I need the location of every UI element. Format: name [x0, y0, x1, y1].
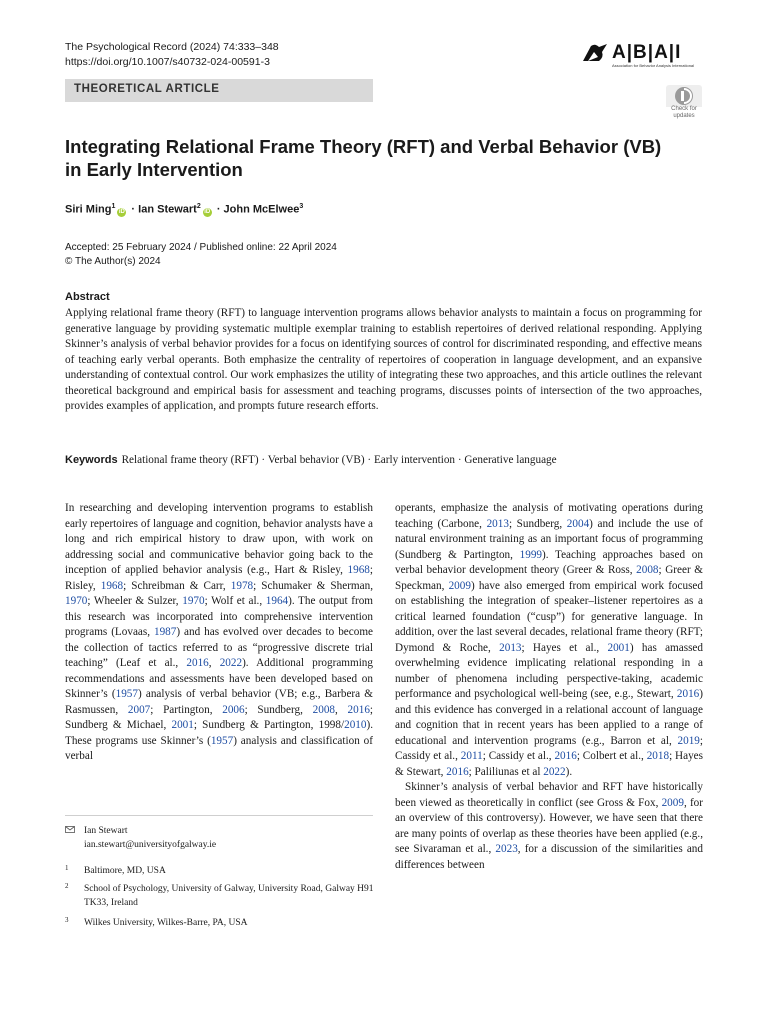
body-text: , for a discussion of the similarities and differences between: [395, 843, 703, 871]
citation-year-link[interactable]: 2001: [171, 719, 194, 731]
body-text: ; Wolf et al.,: [204, 595, 266, 607]
author-separator: ·: [131, 203, 136, 216]
abai-logo-text: A|B|A|I: [612, 42, 682, 63]
body-text: ,: [208, 657, 220, 669]
abai-bird-icon: [582, 43, 608, 63]
body-text: ). Additional programming recommendations and assessments have been developed based on Skinner’s (: [65, 657, 373, 700]
body-text: ) have also emerged from empirical work focused on establishing the integration of speaker–listener repertoires as a critical learned foundation (“cusp”) for generative language. In addition, over the last several decades, relational frame theory (RFT; Dymond & Roche,: [395, 579, 703, 654]
body-text: ; Partington,: [150, 703, 223, 716]
body-text: operants, emphasize the analysis of motivating operations during teaching (Carbone,: [395, 502, 703, 530]
citation-year-link[interactable]: 2022: [219, 657, 243, 669]
corresponding-author-email[interactable]: ian.stewart@universityofgalway.ie: [84, 840, 217, 850]
author-name[interactable]: John McElwee: [223, 203, 300, 216]
body-text: ; Schreibman & Carr,: [123, 579, 231, 592]
body-text: ) and include the use of natural environment training as an important focus of programming (Sundberg & Partington,: [395, 517, 703, 561]
body-text: ; Sundberg & Partington, 1998/: [193, 719, 345, 731]
doi-link[interactable]: https://doi.org/10.1007/s40732-024-00591-3: [65, 56, 270, 68]
corresponding-author-name: Ian Stewart: [84, 826, 128, 836]
citation-year-link[interactable]: 2013: [499, 641, 522, 654]
citation-year-link[interactable]: 2019: [677, 734, 700, 747]
envelope-icon: [65, 826, 75, 833]
citation-year-link[interactable]: 2023: [495, 843, 518, 855]
affiliation-text: Baltimore, MD, USA: [84, 866, 166, 876]
citation-year-link[interactable]: 1957: [210, 734, 234, 747]
body-paragraph: [395, 501, 703, 780]
body-text: ; Hayes & Stewart,: [395, 750, 703, 778]
body-text: ). These programs use Skinner’s (: [65, 719, 373, 747]
body-text: ; Wheeler & Sulzer,: [87, 595, 183, 607]
citation-year-link[interactable]: 2016: [347, 703, 370, 716]
body-text: ; Colbert et al.,: [576, 750, 647, 762]
citation-year-link[interactable]: 2001: [607, 641, 630, 654]
body-text: Skinner’s analysis of verbal behavior and RFT have historically been viewed as theoretically in conflict (see Gross & Fox,: [395, 781, 703, 809]
citation-year-link[interactable]: 1957: [115, 688, 138, 700]
body-text: ) and has evolved over decades to become the collection of tactics referred to as “progressive discrete trial teaching” (Leaf et al.,: [65, 626, 373, 669]
check-for-updates-badge[interactable]: [664, 85, 704, 125]
body-paragraph: [65, 501, 373, 765]
citation-year-link[interactable]: 1970: [182, 595, 205, 607]
article-type-label: THEORETICAL ARTICLE: [74, 83, 220, 95]
body-text: , for an overview of this controversy). However, we have seen that there are many points of overlap as these theories have been applied (e.g., see Sivaraman et al.,: [395, 796, 703, 855]
body-paragraph: [395, 780, 703, 873]
orcid-icon[interactable]: iD: [204, 208, 211, 215]
citation-year-link[interactable]: 1978: [230, 579, 254, 592]
abstract-heading: Abstract: [65, 291, 110, 303]
author-name[interactable]: Ian Stewart: [138, 203, 197, 216]
abai-logo-subtitle: Association for Behavior Analysis International: [612, 63, 695, 68]
publication-dates: [65, 241, 337, 269]
orcid-icon[interactable]: iD: [118, 208, 125, 215]
title-line-2: in Early Intervention: [65, 159, 243, 180]
citation-year-link[interactable]: 2016: [554, 750, 577, 762]
accepted-published-line: Accepted: 25 February 2024 / Published online: 22 April 2024: [65, 242, 337, 253]
body-text: ) analysis of verbal behavior (VB; e.g., Barbera & Rasmussen,: [65, 688, 373, 716]
body-text: ; Sundberg,: [508, 517, 567, 530]
body-text: ) analysis and classification of verbal: [65, 734, 373, 762]
citation-year-link[interactable]: 2016: [446, 765, 469, 778]
body-text: ; Paliliunas et al: [468, 765, 544, 778]
body-text: ; Sundberg,: [244, 703, 313, 716]
copyright-line: © The Author(s) 2024: [65, 256, 161, 267]
citation-year-link[interactable]: 2013: [486, 517, 509, 530]
affiliation-number: 1: [65, 864, 69, 872]
check-updates-line2: updates: [673, 112, 695, 119]
citation-year-link[interactable]: 2010: [344, 719, 367, 731]
citation-year-link[interactable]: 2009: [661, 796, 684, 809]
citation-year-link[interactable]: 2022: [543, 765, 566, 778]
body-column-left: [65, 501, 373, 765]
body-text: ; Sundberg & Michael,: [65, 703, 374, 731]
body-text: ). The output from this research was incorporated into comprehensive intervention programs (Lovaas,: [65, 595, 373, 638]
article-title: [65, 135, 705, 181]
citation-year-link[interactable]: 2008: [312, 703, 335, 716]
check-updates-icon: [664, 85, 704, 107]
citation-year-link[interactable]: 1964: [265, 595, 289, 607]
footnote-divider: [65, 815, 373, 816]
body-text: ; Schumaker & Sherman,: [253, 579, 373, 592]
citation-year-link[interactable]: 2018: [646, 750, 670, 762]
affiliation-number: 2: [65, 882, 69, 890]
body-text: ).: [565, 765, 573, 778]
affiliation-number: 3: [65, 916, 69, 924]
affiliation-text: School of Psychology, University of Galway, University Road, Galway H91 TK33, Ireland: [84, 884, 374, 908]
journal-citation: [65, 40, 279, 70]
author-name[interactable]: Siri Ming: [65, 203, 112, 216]
citation-year-link[interactable]: 2007: [127, 703, 151, 716]
body-text: ; Cassidy et al.,: [395, 734, 703, 762]
citation-year-link[interactable]: 2006: [222, 703, 245, 716]
body-column-right: [395, 501, 703, 873]
author-affiliation-sup: 3: [299, 203, 304, 210]
citation-year-link[interactable]: 1968: [347, 564, 370, 576]
body-text: ; Risley,: [65, 564, 373, 592]
citation-year-link[interactable]: 1968: [100, 579, 124, 592]
keywords: [65, 454, 557, 466]
abstract-text: Applying relational frame theory (RFT) to language intervention programs allows behavior analysts to maintain a focus on programming for generative language by providing systematic multiple exemplar training to establish repertoires of derived relational responding. Applying Skinner’s analysis of verbal behavior provides for a focus on identifying sources of control for discriminated responding, and effective means of teaching early verbal operants. Both emphasize the centrality of repertoires of cooperation in language development, and an expansive understanding of contextual control. Our work emphasizes the utility of integrating these two approaches, and this article outlines the relevant theoretical background and empirical basis for assessment and teaching programs, discusses points of intersection of the two approaches, provides examples of application, and prompts future research efforts.: [65, 307, 702, 412]
citation-year-link[interactable]: 2004: [566, 517, 590, 530]
author-affiliation-sup: 1: [111, 203, 116, 210]
author-affiliation-sup: 2: [196, 203, 201, 210]
citation-year-link[interactable]: 1987: [153, 626, 177, 638]
keywords-label: Keywords: [65, 454, 118, 466]
title-line-1: Integrating Relational Frame Theory (RFT) and Verbal Behavior (VB): [65, 136, 662, 157]
citation-year-link[interactable]: 2008: [636, 564, 659, 576]
body-text: In researching and developing intervention programs to establish early repertoires of language and cognition, behavior analysts have a long and rich empirical history to draw upon, with work on addressing social and communicative behavior going back to the inception of applied behavior analysis (e.g., Hart & Risley,: [65, 502, 373, 576]
citation-year-link[interactable]: 1970: [65, 595, 88, 607]
body-text: ). Teaching approaches based on verbal behavior development theory (Greer & Ross,: [395, 548, 703, 576]
body-text: ; Greer & Speckman,: [395, 564, 703, 592]
abai-logo: [582, 41, 704, 71]
journal-line: The Psychological Record (2024) 74:333–348: [65, 41, 279, 53]
citation-year-link[interactable]: 2011: [460, 750, 483, 762]
author-list: [65, 203, 303, 217]
citation-year-link[interactable]: 2009: [448, 579, 471, 592]
citation-year-link[interactable]: 1999: [519, 548, 543, 561]
author-separator: ·: [216, 203, 221, 216]
citation-year-link[interactable]: 2016: [676, 688, 700, 700]
affiliation-text: Wilkes University, Wilkes-Barre, PA, USA: [84, 918, 248, 928]
body-text: ) has amassed overwhelming evidence implicating relational responding in a number of phenomena including perspective-taking, academic performance and psychological well-being (see, e.g., Stewart,: [395, 641, 703, 700]
body-text: ) and this evidence has converged in a relational account of language and cognition that in recent years has been applied to a range of educational and intervention programs (e.g., Barron et al,: [395, 688, 703, 747]
article-type-banner: [65, 79, 373, 102]
keywords-text: Relational frame theory (RFT) · Verbal behavior (VB) · Early intervention · Generative language: [121, 454, 557, 466]
body-text: ; Hayes et al.,: [521, 641, 608, 654]
body-text: ; Cassidy et al.,: [482, 750, 555, 762]
check-updates-line1: Check for: [671, 106, 697, 112]
body-text: ,: [335, 703, 348, 716]
citation-year-link[interactable]: 2016: [186, 657, 209, 669]
